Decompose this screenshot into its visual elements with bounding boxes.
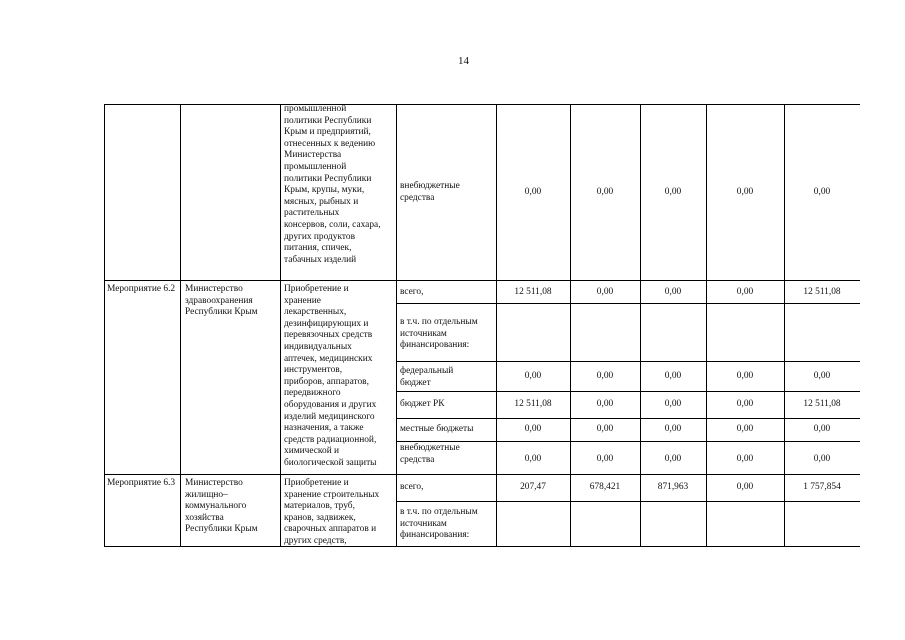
block1-row4-v4: 0,00 xyxy=(736,424,754,434)
block1-row0-source: всего, xyxy=(400,287,424,297)
block2-executor: Министерство жилищно– коммунального хозяйства Республики Крым xyxy=(185,478,258,535)
block1-row0-v5: 12 511,08 xyxy=(803,287,841,297)
block2-row0-v3: 871,963 xyxy=(657,482,689,492)
block1-row5-source: внебюджетные средства xyxy=(400,443,460,465)
block1-row5-v3: 0,00 xyxy=(664,454,682,464)
block1-row0-v1: 12 511,08 xyxy=(514,287,552,297)
block1-row5-v2: 0,00 xyxy=(596,454,614,464)
block1-row3-v1: 12 511,08 xyxy=(514,399,552,409)
block1-event: Мероприятие 6.2 xyxy=(107,284,176,294)
row-line xyxy=(396,303,860,304)
block0-row0-v3: 0,00 xyxy=(664,187,682,197)
block0-row0-v5: 0,00 xyxy=(813,187,831,197)
row-line xyxy=(396,391,860,392)
block0-row0-v1: 0,00 xyxy=(524,187,542,197)
block1-row5-v1: 0,00 xyxy=(524,454,542,464)
block2-row0-v4: 0,00 xyxy=(736,482,754,492)
block1-row1-source: в т.ч. по отдельным источникам финансирования: xyxy=(400,317,478,351)
block2-description: Приобретение и хранение строительных материалов, труб, кранов, задвижек, сварочных аппаратов и других средств, xyxy=(284,478,380,546)
block1-row0-v3: 0,00 xyxy=(664,287,682,297)
block1-executor: Министерство здравоохранения Республики Крым xyxy=(185,284,258,318)
block1-row2-v2: 0,00 xyxy=(596,371,614,381)
block2-row0-source: всего, xyxy=(400,482,424,492)
block0-row0-v4: 0,00 xyxy=(736,187,754,197)
block1-row2-v3: 0,00 xyxy=(664,371,682,381)
block1-description: Приобретение и хранение лекарственных, дезинфицирующих и перевязочных средств индивидуальных аптечек, медицинских инструментов, приборов, аппаратов, передвижного оборудования и других изделий медицинского назначения, а также средств радиационной, химической и биологической защиты xyxy=(284,284,377,468)
block1-row4-v2: 0,00 xyxy=(596,424,614,434)
col-line xyxy=(640,104,641,547)
block1-row2-v4: 0,00 xyxy=(736,371,754,381)
block1-row2-source: федеральный бюджет xyxy=(400,366,454,388)
col-line xyxy=(496,104,497,547)
block1-row3-v3: 0,00 xyxy=(664,399,682,409)
block0-description: промышленной политики Республики Крым и предприятий, отнесенных к ведению Министерства промышленной политики Республики Крым, крупы, муки, мясных, рыбных и растительных консервов, соли, сахара, других продуктов питания, спичек, табачных изделий xyxy=(284,104,381,265)
block0-row0-v2: 0,00 xyxy=(596,187,614,197)
block1-row3-v5: 12 511,08 xyxy=(803,399,841,409)
row-line xyxy=(396,441,860,442)
block1-row0-v2: 0,00 xyxy=(596,287,614,297)
block1-row3-v2: 0,00 xyxy=(596,399,614,409)
row-line xyxy=(104,546,860,547)
row-line xyxy=(104,280,860,281)
col-line xyxy=(570,104,571,547)
row-line xyxy=(104,474,860,475)
block2-row1-source: в т.ч. по отдельным источникам финансирования: xyxy=(400,507,478,541)
col-line xyxy=(784,104,785,547)
row-line xyxy=(396,418,860,419)
row-line xyxy=(104,104,860,105)
block1-row4-v1: 0,00 xyxy=(524,424,542,434)
block1-row5-v5: 0,00 xyxy=(813,454,831,464)
block1-row0-v4: 0,00 xyxy=(736,287,754,297)
block2-row0-v5: 1 757,854 xyxy=(803,482,841,492)
row-line xyxy=(396,361,860,362)
col-line xyxy=(396,104,397,547)
financing-table xyxy=(104,104,860,547)
block1-row2-v1: 0,00 xyxy=(524,371,542,381)
block1-row5-v4: 0,00 xyxy=(736,454,754,464)
block2-row0-v2: 678,421 xyxy=(589,482,621,492)
block1-row4-source: местные бюджеты xyxy=(400,424,474,434)
block2-row0-v1: 207,47 xyxy=(520,482,546,492)
col-line xyxy=(104,104,105,547)
block1-row2-v5: 0,00 xyxy=(813,371,831,381)
row-line xyxy=(396,501,860,502)
block1-row4-v3: 0,00 xyxy=(664,424,682,434)
block1-row3-v4: 0,00 xyxy=(736,399,754,409)
block1-row3-source: бюджет РК xyxy=(400,399,445,409)
col-line xyxy=(706,104,707,547)
page-number: 14 xyxy=(458,55,469,67)
col-line xyxy=(280,104,281,547)
block1-row4-v5: 0,00 xyxy=(813,424,831,434)
block0-row0-source: внебюджетные средства xyxy=(400,181,460,203)
block2-event: Мероприятие 6.3 xyxy=(107,478,176,488)
